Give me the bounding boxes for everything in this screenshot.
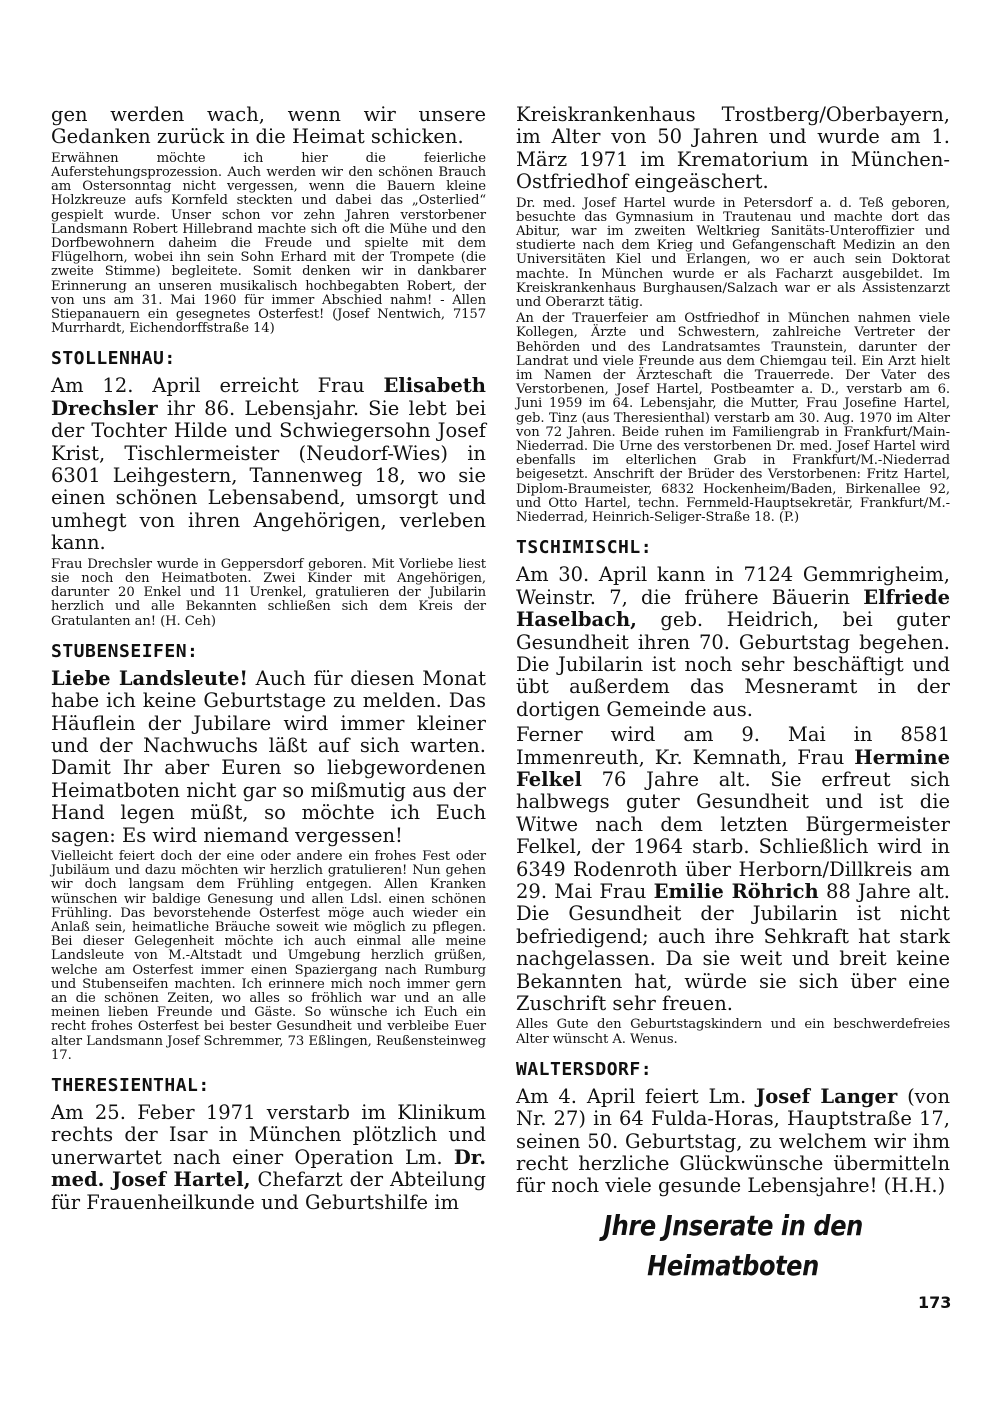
section-heading-tschimischl: TSCHIMISCHL:	[516, 537, 653, 559]
waltersdorf-paragraph	[516, 1086, 950, 1198]
text-span: Am 30. April kann in 7124 Gemmrigheim, Weinstr. 7, die frühere Bäuerin	[516, 563, 950, 609]
text-span: Auch für diesen Monat habe ich keine Geburtstage zu melden. Das Häuflein der Jubilare wird immer kleiner und der Nachwuchs läßt auf sich warten. Damit Ihr aber Euren so liebgewordenen Heimatboten nicht gar so mißmutig aus der Hand legen müßt, so möchte ich Euch sagen: Es wird niemand vergessen!	[51, 666, 486, 847]
salutation: Liebe Landsleute!	[51, 666, 248, 690]
person-name: Josef Langer	[755, 1084, 898, 1108]
text-span: Am 12. April erreicht Frau	[51, 374, 365, 398]
person-name: Emilie Röhrich	[653, 879, 819, 903]
right-column	[516, 104, 950, 1201]
text-span: Am 4. April feiert Lm.	[516, 1084, 747, 1108]
section-heading-stollenhau: STOLLENHAU:	[51, 348, 176, 370]
text-span: Chefarzt der Abteilung für Frauenheilkunde und Geburtshilfe im	[51, 1168, 486, 1214]
theresienthal-paragraph	[51, 1102, 486, 1214]
intro-paragraph: gen werden wach, wenn wir unsere Gedanken zurück in die Heimat schicken.	[51, 103, 486, 149]
stollenhau-paragraph	[51, 375, 486, 554]
theresienthal-small-paragraph-2: An der Trauerfeier am Ostfriedhof in München nahmen viele Kollegen, Ärzte und Schwestern, zahlreiche Vertreter der Behörden und des Landratsamtes Traunstein, darunter der Landrat und viele Freunde aus dem Chiemgau teil. Ein Arzt hielt im Namen der Ärzteschaft die Trauerrede. Der Vater des Verstorbenen, Josef Hartel, Postbeamter a. D., verstarb am 6. Juni 1959 im 64. Lebensjahr, die Mutter, Frau Josefine Hartel, geb. Tinz (aus Theresienthal) verstarb am 30. Aug. 1970 im Alter von 72 Jahren. Beide ruhen im Familiengrab in Frankfurt/Main-Niederrad. Die Urne des verstorbenen Dr. med. Josef Hartel wird ebenfalls im elterlichen Grab in Frankfurt/M.-Niederrad beigesetzt. Anschrift der Brüder des Verstorbenen: Fritz Hartel, Diplom-Braumeister, 6832 Hockenheim/Baden, Birkenallee 92, und Otto Hartel, techn. Fernmeld-Hauptsekretär, Frankfurt/M.-Niederrad, Heinrich-Seliger-Straße 18. (P.)	[516, 311, 950, 526]
section-heading-stubenseifen: STUBENSEIFEN:	[51, 640, 199, 662]
stubenseifen-paragraph	[51, 668, 486, 847]
tschimischl-paragraph-2	[516, 724, 950, 1015]
theresienthal-continued-paragraph: Kreiskrankenhaus Trostberg/Oberbayern, im Alter von 50 Jahren und wurde am 1. März 1971 im Krematorium in München-Ostfriedhof eingeäschert.	[516, 103, 950, 194]
text-span: 88 Jahre alt. Die Gesundheit der Jubilarin ist nicht befriedigend; auch ihre Sehkraft hat stark nachgelassen. Da sie weit und breit keine Bekannten hat, würde sie sich über eine Zuschrift sehr freuen.	[516, 879, 950, 1016]
page-number: 173	[918, 1293, 952, 1312]
stollenhau-small-paragraph: Frau Drechsler wurde in Geppersdorf geboren. Mit Vorliebe liest sie noch den Heimatboten. Zwei Kinder mit Angehörigen, darunter 20 Enkel und 11 Urenkel, gratulieren der Jubilarin herzlich und alle Bekannten schließen sich dem Kreis der Gratulanten an! (H. Ceh)	[51, 556, 486, 629]
left-column	[51, 104, 486, 1217]
stubenseifen-small-paragraph: Vielleicht feiert doch der eine oder andere ein frohes Fest oder Jubiläum und dazu möchten wir herzlich gratulieren! Nun gehen wir doch langsam dem Frühling entgegen. Allen Kranken wünschen wir baldige Genesung und allen Ldsl. einen schönen Frühling. Das bevorstehende Osterfest möge auch wieder ein Anlaß sein, heimatliche Bräuche soweit wie möglich zu pflegen. Bei dieser Gelegenheit möchte ich auch einmal alle meine Landsleute von M.-Altstadt und Umgebung herzlich grüßen, welche am Osterfest immer einen Spaziergang nach Rumburg und Stubenseifen machten. Ich erinnere mich noch immer gern an die schönen Zeiten, wo alles so fröhlich war und an alle meinen lieben Freunde und Gäste. So wünsche ich Euch ein recht frohes Osterfest bei bester Gesundheit und verbleibe Euer alter Landsmann Josef Schremmer, 73 Eßlingen, Reußensteinweg 17.	[51, 848, 486, 1063]
text-span: (von Nr. 27) in 64 Fulda-Horas, Hauptstraße 17, seinen 50. Geburtstag, zu welchem wir ihm recht herzliche Glückwünsche übermitteln für noch viele gesunde Lebensjahre! (H.H.)	[516, 1084, 951, 1198]
person-name: Elisabeth Drechsler	[51, 374, 486, 420]
section-heading-theresienthal: THERESIENTHAL:	[51, 1075, 210, 1097]
text-span: geb. Heidrich, bei guter Gesundheit ihren 70. Geburtstag begehen. Die Jubilarin ist noch sehr beschäftigt und übt außerdem das Mesneramt in der dortigen Gemeinde aus.	[516, 608, 950, 721]
person-name: Dr. med. Josef Hartel,	[51, 1145, 486, 1192]
section-heading-waltersdorf: WALTERSDORF:	[516, 1058, 653, 1080]
tschimischl-small-paragraph: Alles Gute den Geburtstagskindern und ein beschwerdefreies Alter wünscht A. Wenus.	[516, 1017, 950, 1047]
theresienthal-small-paragraph-1: Dr. med. Josef Hartel wurde in Petersdorf a. d. Teß geboren, besuchte das Gymnasium in Trautenau und machte dort das Abitur, war im zweiten Weltkrieg Sanitäts-Unteroffizier und studierte nach dem Krieg und Gefangenschaft Medizin an den Universitäten Kiel und Erlangen, wo er auch sein Doktorat machte. In München wurde er als Facharzt ausgebildet. Im Kreiskrankenhaus Burghausen/Salzach war er als Assistenzarzt und Oberarzt tätig.	[516, 195, 950, 311]
text-span: ihr 86. Lebensjahr. Sie lebt bei der Tochter Hilde und Schwiegersohn Josef Krist, Tischlermeister (Neudorf-Wies) in 6301 Leihgestern, Tannenweg 18, wo sie einen schönen Lebensabend, umsorgt und umhegt von ihren Angehörigen, verleben kann.	[51, 396, 486, 555]
person-name: Elfriede Haselbach,	[516, 585, 950, 632]
banner-text: Jhre Jnserate in den Heimatboten	[603, 1209, 863, 1282]
advertisement-banner	[516, 1209, 950, 1282]
tschimischl-paragraph-1	[516, 564, 950, 721]
intro-small-paragraph: Erwähnen möchte ich hier die feierliche Auferstehungsprozession. Auch werden wir den schönen Brauch am Ostersonntag nicht vergessen, wenn die Bauern kleine Holzkreuze aufs Kornfeld steckten und dabei das „Osterlied“ gespielt wurde. Unser schon vor zehn Jahren verstorbener Landsmann Robert Hillebrand machte sich oft die Mühe und den Dorfbewohnern daheim die Freude und spielte mit dem Flügelhorn, wobei ihn sein Sohn Erhard mit der Trompete (die zweite Stimme) begleitete. Somit denken wir in dankbarer Erinnerung an unseren musikalisch hochbegabten Robert, der von uns am 31. Mai 1960 für immer Abschied nahm! - Allen Stiepanauern ein gesegnetes Osterfest! (Josef Nentwich, 7157 Murrhardt, Eichendorffstraße 14)	[51, 150, 486, 337]
text-span: Ferner wird am 9. Mai in 8581 Immenreuth, Kr. Kemnath, Frau	[516, 723, 950, 769]
text-span: 76 Jahre alt. Sie erfreut sich halbwegs guter Gesundheit und ist die Witwe nach dem letzten Bürgermeister Felkel, der 1964 starb. Schließlich wird in 6349 Rodenroth über Herborn/Dillkreis am 29. Mai Frau	[516, 767, 950, 903]
person-name: Hermine Felkel	[516, 745, 950, 791]
text-span: Am 25. Feber 1971 verstarb im Klinikum rechts der Isar in München plötzlich und unerwartet nach einer Operation Lm.	[51, 1101, 486, 1169]
